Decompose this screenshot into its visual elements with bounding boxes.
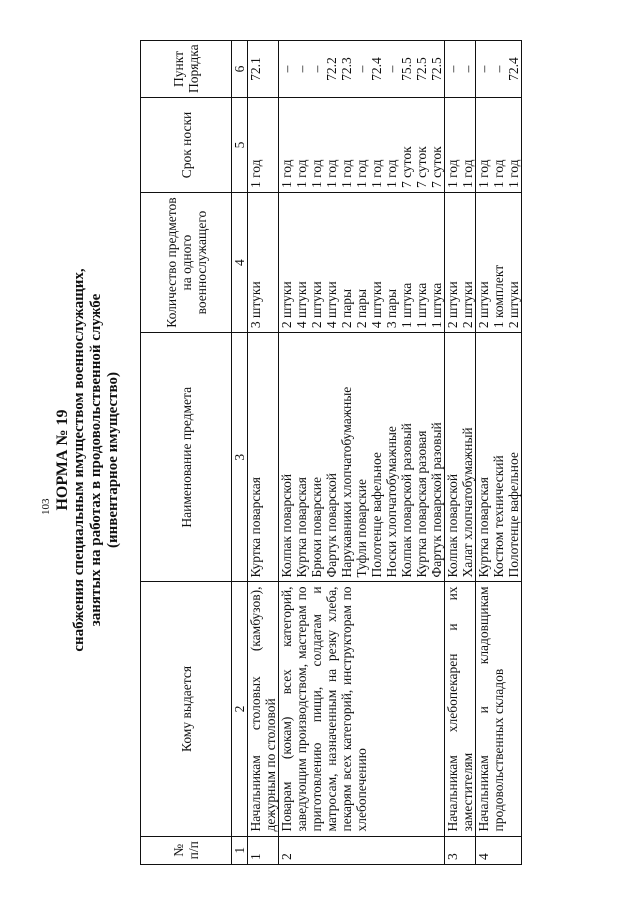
item-name: Брюки поварские: [309, 477, 324, 578]
clause-value: –: [476, 65, 491, 73]
quantity-value: 1 комплект: [491, 264, 506, 329]
term-cell: [476, 98, 522, 193]
clause-value: 72.5: [429, 57, 444, 81]
header-item: Наименование предмета: [141, 333, 232, 582]
item-name: Нарукавники хлопчатобумажные: [339, 386, 354, 578]
row-number: 4: [476, 836, 522, 864]
term-value: 7 суток: [414, 146, 429, 189]
column-number: 5: [232, 98, 248, 193]
quantity-value: 2 штуки: [506, 281, 521, 329]
table-row: [248, 41, 279, 865]
item-name: Колпак поварской: [279, 473, 294, 578]
quantity-cell: [248, 193, 279, 333]
clause-value: –: [309, 65, 324, 73]
title-line-3: занятых на работах в продовольственной службе: [88, 293, 104, 627]
item-cell: [248, 333, 279, 582]
header-clause: Пункт Порядка: [141, 41, 232, 98]
item-name: Халат хлопчатобумажный: [460, 427, 475, 578]
term-value: 1 год: [506, 159, 521, 189]
clause-value: 72.5: [414, 57, 429, 81]
header-quantity: Количество предметов на одного военнослужащего: [141, 193, 232, 333]
norm-table: [140, 40, 522, 865]
term-value: 1 год: [354, 159, 369, 189]
quantity-value: 2 штуки: [460, 281, 475, 329]
item-name: Куртка поварская: [476, 477, 491, 578]
header-num: № п/п: [141, 836, 232, 864]
term-value: 1 год: [339, 159, 354, 189]
title-line-4: (инвентарное имущество): [105, 372, 121, 549]
quantity-value: 2 пары: [339, 288, 354, 329]
term-value: 1 год: [294, 159, 309, 189]
item-name: Костюм технический: [491, 455, 506, 578]
term-value: 1 год: [460, 159, 475, 189]
title-heading: НОРМА № 19: [54, 409, 71, 511]
term-value: 1 год: [491, 159, 506, 189]
clause-cell: [248, 41, 279, 98]
term-value: 1 год: [369, 159, 384, 189]
term-value: 1 год: [279, 159, 294, 189]
quantity-value: 1 штука: [414, 282, 429, 329]
quantity-value: 2 штуки: [445, 281, 460, 329]
clause-value: –: [491, 65, 506, 73]
quantity-value: 3 пары: [384, 288, 399, 329]
quantity-value: 2 пары: [354, 288, 369, 329]
item-name: Куртка поварская разовая: [414, 430, 429, 578]
item-name: Куртка поварская: [248, 477, 263, 578]
item-name: Колпак поварской: [445, 473, 460, 578]
item-name: Полотенце вафельное: [369, 452, 384, 578]
quantity-value: 4 штуки: [294, 281, 309, 329]
clause-value: 72.4: [506, 57, 521, 81]
quantity-cell: [279, 193, 445, 333]
table-row: [445, 41, 476, 865]
item-name: Куртка поварская: [294, 477, 309, 578]
row-number: 2: [279, 836, 445, 864]
clause-value: 72.3: [339, 57, 354, 81]
clause-cell: [445, 41, 476, 98]
term-cell: [445, 98, 476, 193]
clause-value: 72.1: [248, 57, 263, 81]
clause-value: 72.4: [369, 57, 384, 81]
item-name: Колпак поварской разовый: [399, 423, 414, 578]
clause-cell: [476, 41, 522, 98]
column-number: 3: [232, 333, 248, 582]
column-number: 1: [232, 836, 248, 864]
item-name: Полотенце вафельное: [506, 452, 521, 578]
term-value: 1 год: [445, 159, 460, 189]
column-number-row: [232, 41, 248, 865]
header-term: Срок носки: [141, 98, 232, 193]
item-name: Туфли поварские: [354, 479, 369, 578]
item-name: Носки хлопчатобумажные: [384, 426, 399, 578]
clause-value: –: [384, 65, 399, 73]
term-cell: [248, 98, 279, 193]
column-number: 4: [232, 193, 248, 333]
clause-value: –: [354, 65, 369, 73]
quantity-value: 1 штука: [429, 282, 444, 329]
clause-value: –: [460, 65, 475, 73]
quantity-value: 2 штуки: [476, 281, 491, 329]
item-cell: [279, 333, 445, 582]
clause-value: 75.5: [399, 57, 414, 81]
clause-value: –: [279, 65, 294, 73]
quantity-value: 3 штуки: [248, 281, 263, 329]
term-value: 1 год: [248, 159, 263, 189]
quantity-value: 1 штука: [399, 282, 414, 329]
recipient-cell: Начальникам хлебопекарен и их заместителям: [445, 582, 476, 836]
term-value: 1 год: [324, 159, 339, 189]
term-value: 7 суток: [399, 146, 414, 189]
header-recipient: Кому выдается: [141, 582, 232, 836]
row-number: 3: [445, 836, 476, 864]
term-value: 1 год: [476, 159, 491, 189]
quantity-value: 4 штуки: [369, 281, 384, 329]
recipient-cell: Поварам (кокам) всех категорий, заведующим производством, мастерам по приготовлению пищи, солдатам и матросам, назначенным на резку хлеба, пекарям всех категорий, инструкторам по хлебопечению: [279, 582, 445, 836]
item-cell: [445, 333, 476, 582]
column-number: 2: [232, 582, 248, 836]
header-row: [141, 41, 232, 865]
term-value: 7 суток: [429, 146, 444, 189]
clause-value: –: [445, 65, 460, 73]
clause-cell: [279, 41, 445, 98]
quantity-value: 2 штуки: [279, 281, 294, 329]
clause-value: –: [294, 65, 309, 73]
term-value: 1 год: [309, 159, 324, 189]
clause-value: 72.2: [324, 57, 339, 81]
column-number: 6: [232, 41, 248, 98]
item-name: Фартук поварской: [324, 473, 339, 578]
row-number: 1: [248, 836, 279, 864]
quantity-cell: [445, 193, 476, 333]
item-name: Фартук поварской разовый: [429, 422, 444, 578]
table-row: [279, 41, 445, 865]
quantity-cell: [476, 193, 522, 333]
table-row: [476, 41, 522, 865]
title-line-2: снабжения специальным имуществом военнослужащих,: [71, 268, 87, 652]
table-body: [248, 41, 522, 865]
recipient-cell: Начальникам столовых (камбузов), дежурным по столовой: [248, 582, 279, 836]
term-cell: [279, 98, 445, 193]
quantity-value: 2 штуки: [309, 281, 324, 329]
recipient-cell: Начальникам и кладовщикам продовольственных складов: [476, 582, 522, 836]
item-cell: [476, 333, 522, 582]
term-value: 1 год: [384, 159, 399, 189]
rotated-page: [32, 35, 632, 885]
title-block: [54, 35, 122, 885]
page-number: 103: [40, 498, 52, 515]
quantity-value: 4 штуки: [324, 281, 339, 329]
